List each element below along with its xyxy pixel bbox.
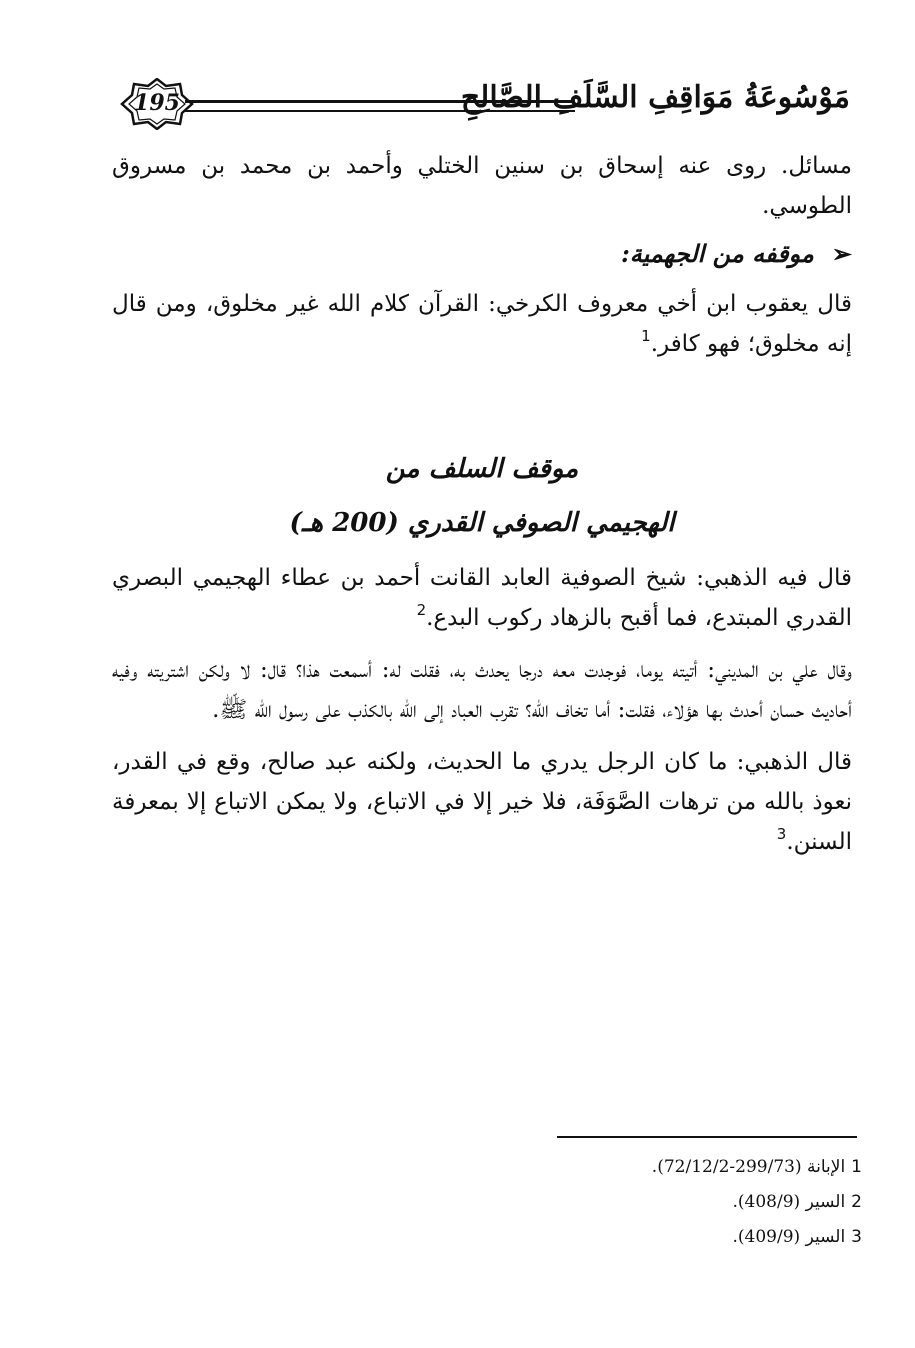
paragraph-text: قال الذهبي: ما كان الرجل يدري ما الحديث، ولكنه عبد صالح، وقع في القدر، نعوذ بالله من ترهات الصَّوَفَة، فلا خير إلا في الاتباع، ولا يمكن الاتباع إلا بمعرفة السنن.: [112, 749, 852, 855]
footnote-ref: 2: [416, 601, 427, 619]
footnote-number: 2: [851, 1192, 862, 1212]
paragraph: [112, 742, 852, 862]
paragraph-text: قال فيه الذهبي: شيخ الصوفية العابد القانت أحمد بن عطاء الهجيمي البصري القدري المبتدع، فما أقبح بالزهاد ركوب البدع.: [112, 565, 852, 631]
section-title-line2: الهجيمي الصوفي القدري (200 هـ): [289, 508, 675, 538]
running-title: مَوْسُوعَةُ مَوَاقِفِ السَّلَفِ الصَّالِحِ: [460, 80, 850, 115]
paragraph-text: قال يعقوب ابن أخي معروف الكرخي: القرآن كلام الله غير مخلوق، ومن قال إنه مخلوق؛ فهو كافر.: [112, 291, 852, 357]
footnote-ref: 3: [776, 825, 787, 843]
subheading-text: موقفه من الجهمية:: [620, 239, 814, 268]
page-number-badge: [120, 78, 194, 130]
footnote: [500, 1150, 862, 1185]
paragraph: [112, 650, 852, 730]
footnote-text: الإبانة (299/73-72/12/2).: [651, 1157, 846, 1177]
page-number: 195: [134, 90, 180, 116]
footnotes: [500, 1150, 862, 1255]
paragraph-text: وقال علي بن المديني: أتيته يوما، فوجدت معه درجا يحدث به، فقلت له: أسمعت هذا؟ قال: لا ولكن اشتريته وفيه أحاديث حسان أحدث بها هؤلاء، فقلت: أما تخاف الله؟ تقرب العباد إلى الله بالكذب على رسول الله ﷺ.: [112, 657, 852, 723]
footnote: [500, 1220, 862, 1255]
footnote-separator: [557, 1136, 857, 1138]
section-heading: [112, 442, 852, 550]
footnote-text: السير (409/9).: [732, 1227, 846, 1247]
paragraph: مسائل. روى عنه إسحاق بن سنين الختلي وأحمد بن محمد بن مسروق الطوسي.: [112, 153, 852, 219]
page-header: [110, 72, 850, 142]
footnote: [500, 1185, 862, 1220]
footnote-text: السير (408/9).: [732, 1192, 846, 1212]
footnote-ref: 1: [641, 327, 651, 345]
arrow-bullet-icon: ➢: [831, 239, 852, 268]
subheading: [112, 234, 852, 274]
section-title-line1: موقف السلف من: [385, 454, 579, 484]
paragraph: [112, 558, 852, 638]
paragraph: [112, 284, 852, 364]
footnote-number: 3: [851, 1227, 862, 1247]
page-body: [112, 146, 852, 862]
footnote-number: 1: [851, 1157, 862, 1177]
